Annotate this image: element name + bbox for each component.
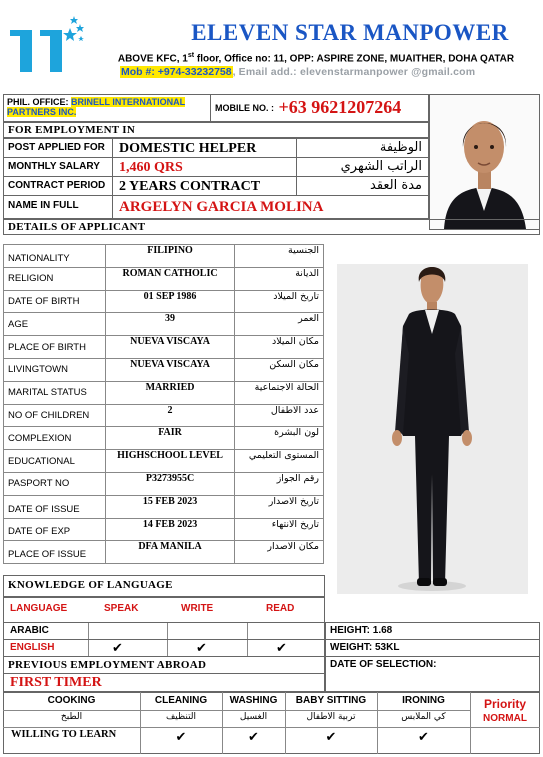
- language-header-name: LANGUAGE: [10, 603, 68, 614]
- weight-cell: WEIGHT: 53KL: [325, 639, 540, 657]
- full-body-photo: [337, 264, 528, 594]
- detail-row: COMPLEXION FAIR لون البشرة: [4, 427, 324, 450]
- contact-line: Mob #: +974-33232758, Email add.: elevenstarmanpower @gmail.com: [121, 66, 476, 78]
- detail-row: LIVINGTOWN NUEVA VISCAYA مكان السكن: [4, 358, 324, 381]
- language-row-arabic: ARABIC: [3, 622, 325, 640]
- detail-row: NO OF CHILDREN 2 عدد الاطفال: [4, 404, 324, 427]
- weight-value: 53KL: [375, 642, 400, 653]
- employment-arabic: الوظيفة: [379, 140, 422, 155]
- detail-row: PLACE OF BIRTH NUEVA VISCAYA مكان الميلاد: [4, 336, 324, 359]
- detail-row: EDUCATIONAL HIGHSCHOOL LEVEL المستوى التعليمي: [4, 450, 324, 473]
- date-of-selection-cell: DATE OF SELECTION:: [325, 656, 540, 692]
- phil-office-cell: PHIL. OFFICE: BRINELL INTERNATIONAL PARTNERS INC.: [3, 94, 211, 122]
- language-header-write: WRITE: [181, 603, 214, 614]
- company-address: ABOVE KFC, 1st floor, Office no: 11, OPP: ASPIRE ZONE, MUAITHER, DOHA QATAR: [117, 52, 515, 65]
- detail-row: NATIONALITY FILIPINO الجنسية: [4, 245, 324, 268]
- previous-employment-section: [3, 656, 325, 674]
- detail-row: PASPORT NO P3273955C رقم الجواز: [4, 472, 324, 495]
- email-address: Email add.: elevenstarmanpower @gmail.com: [235, 66, 476, 78]
- eleven-logo-icon: [8, 16, 86, 74]
- employment-value: DOMESTIC HELPER: [119, 141, 257, 156]
- ironing-check: ✔: [418, 729, 429, 744]
- mobile-cell: MOBILE NO. : +63 9621207264: [210, 94, 429, 122]
- skill-header-cooking: COOKING: [47, 695, 96, 706]
- office-name: BRINELL INTERNATIONAL PARTNERS INC.: [7, 97, 186, 117]
- employment-arabic: الراتب الشهري: [340, 159, 422, 174]
- employment-section-title: FOR EMPLOYMENT IN: [8, 124, 136, 136]
- mobile-number: Mob #: +974-33232758: [121, 66, 232, 78]
- previous-employment-title: PREVIOUS EMPLOYMENT ABROAD: [8, 659, 207, 671]
- applicant-section-title: DETAILS OF APPLICANT: [8, 221, 146, 233]
- height-value: 1.68: [372, 625, 393, 636]
- office-mobile-value: +63 9621207264: [278, 97, 402, 117]
- detail-row: DATE OF ISSUE 15 FEB 2023 تاريخ الاصدار: [4, 495, 324, 518]
- detail-row: AGE 39 العمر: [4, 313, 324, 336]
- headshot-photo: [429, 94, 540, 230]
- height-cell: HEIGHT: 1.68: [325, 622, 540, 640]
- skill-header-cleaning: CLEANING: [154, 695, 208, 706]
- company-logo: [8, 16, 86, 74]
- applicant-details-table: [3, 244, 324, 564]
- employment-label: MONTHLY SALARY: [8, 161, 100, 172]
- cooking-value: WILLING TO LEARN: [11, 729, 117, 740]
- skill-arabic-baby-sitting: تربية الاطفال: [306, 712, 356, 722]
- headshot-figure-icon: [430, 95, 539, 229]
- detail-row: RELIGION ROMAN CATHOLIC الديانة: [4, 267, 324, 290]
- employment-arabic: مدة العقد: [370, 178, 422, 193]
- previous-employment-value-cell: [3, 673, 325, 692]
- language-section-title: KNOWLEDGE OF LANGUAGE: [8, 579, 173, 591]
- priority-value: NORMAL: [483, 713, 527, 724]
- english-speak-check: ✔: [112, 640, 123, 655]
- employment-label: POST APPLIED FOR: [8, 142, 105, 153]
- company-name: ELEVEN STAR MANPOWER: [191, 20, 509, 45]
- detail-row: MARITAL STATUS MARRIED الحالة الاجتماعية: [4, 381, 324, 404]
- detail-row: PLACE OF ISSUE DFA MANILA مكان الاصدار: [4, 541, 324, 564]
- skills-table: [3, 692, 540, 754]
- employment-row: [3, 157, 429, 177]
- employment-row: [3, 138, 429, 158]
- language-section: [3, 575, 325, 597]
- skill-arabic-cooking: الطبخ: [60, 712, 83, 722]
- skill-header-baby-sitting: BABY SITTING: [295, 695, 367, 706]
- english-read-check: ✔: [276, 640, 287, 655]
- skill-arabic-ironing: كي الملابس: [401, 712, 446, 722]
- language-header-read: READ: [266, 603, 295, 614]
- applicant-section: [3, 219, 540, 235]
- detail-row: DATE OF BIRTH 01 SEP 1986 تاريخ الميلاد: [4, 290, 324, 313]
- skill-arabic-washing: الغسيل: [239, 712, 268, 722]
- employment-section: [3, 122, 429, 138]
- language-row-english: ENGLISH ✔ ✔ ✔: [3, 639, 325, 657]
- employment-label: CONTRACT PERIOD: [8, 180, 106, 191]
- skill-arabic-cleaning: التنظيف: [165, 712, 197, 722]
- employment-row: [3, 176, 429, 196]
- english-write-check: ✔: [196, 640, 207, 655]
- employment-value: 1,460 QRS: [119, 160, 183, 175]
- employment-row: [3, 195, 429, 219]
- employment-value: 2 YEARS CONTRACT: [119, 179, 261, 194]
- cleaning-check: ✔: [175, 729, 187, 744]
- previous-employment-value: FIRST TIMER: [10, 675, 102, 690]
- baby-sitting-check: ✔: [325, 729, 337, 744]
- full-name-value: ARGELYN GARCIA MOLINA: [119, 199, 324, 215]
- full-body-figure-icon: [337, 264, 528, 594]
- language-header-row: [3, 597, 325, 623]
- language-header-speak: SPEAK: [104, 603, 139, 614]
- detail-row: DATE OF EXP 14 FEB 2023 تاريخ الانتهاء: [4, 518, 324, 541]
- washing-check: ✔: [248, 729, 259, 744]
- priority-label: Priority: [483, 697, 526, 711]
- skill-header-ironing: IRONING: [402, 695, 445, 706]
- skill-header-washing: WASHING: [229, 695, 278, 706]
- employment-label: NAME IN FULL: [8, 200, 79, 211]
